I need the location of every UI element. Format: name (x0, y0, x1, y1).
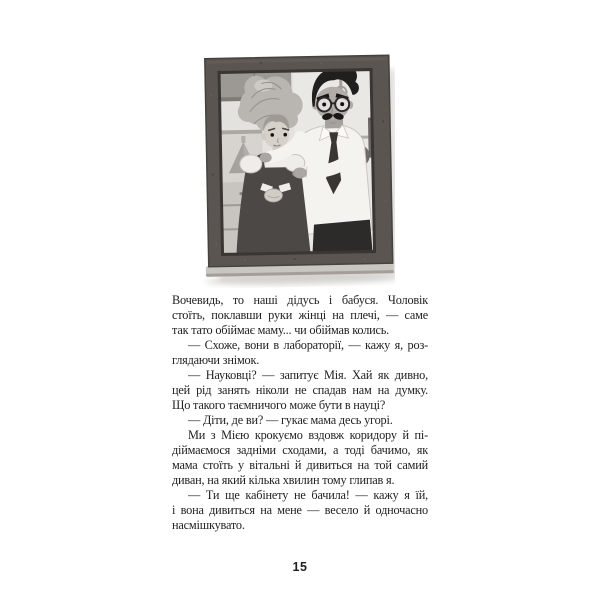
text-line: цей рід занять ніколи не спадав нам на думку. (172, 383, 428, 397)
text-line: діймаємося задніми сходами, а тоді бачимо, як (172, 443, 428, 457)
text-line: насмішкувато. (172, 518, 245, 532)
text-line: диван, на який кілька хвилин тому глипав я. (172, 473, 395, 487)
framed-illustration (203, 53, 395, 291)
text-line: Що такого таємничого може бути в науці? (172, 398, 386, 412)
text-line: глядаючи знімок. (172, 353, 260, 367)
text-line: Ми з Мією крокуємо вздовж коридору й пі- (188, 428, 428, 442)
text-line: Вочевидь, то наші дідусь і бабуся. Чоловік (172, 293, 428, 307)
text-line: — Ти ще кабінету не бачила! — кажу я їй, (188, 488, 428, 502)
text-line: — Схоже, вони в лабораторії, — кажу я, роз- (188, 338, 428, 352)
body-text (172, 293, 428, 533)
page-number: 15 (292, 560, 308, 574)
picture-scene (219, 57, 376, 255)
text-line: — Діти, де ви? — гукає мама десь угорі. (188, 413, 393, 427)
text-line: і вона дивиться на мене — весело й одночасно (172, 503, 428, 517)
illustration-graphic (203, 53, 395, 291)
text-line: стоїть, поклавши руки жінці на плечі, — саме (172, 308, 428, 322)
text-line: — Науковці? — запитує Мія. Хай як дивно, (188, 368, 428, 382)
text-line: мама стоїть у вітальні й дивиться на той самий (172, 458, 428, 472)
woman-figure (233, 75, 310, 254)
text-line: так тато обіймає маму... чи обіймав колись. (172, 323, 390, 337)
